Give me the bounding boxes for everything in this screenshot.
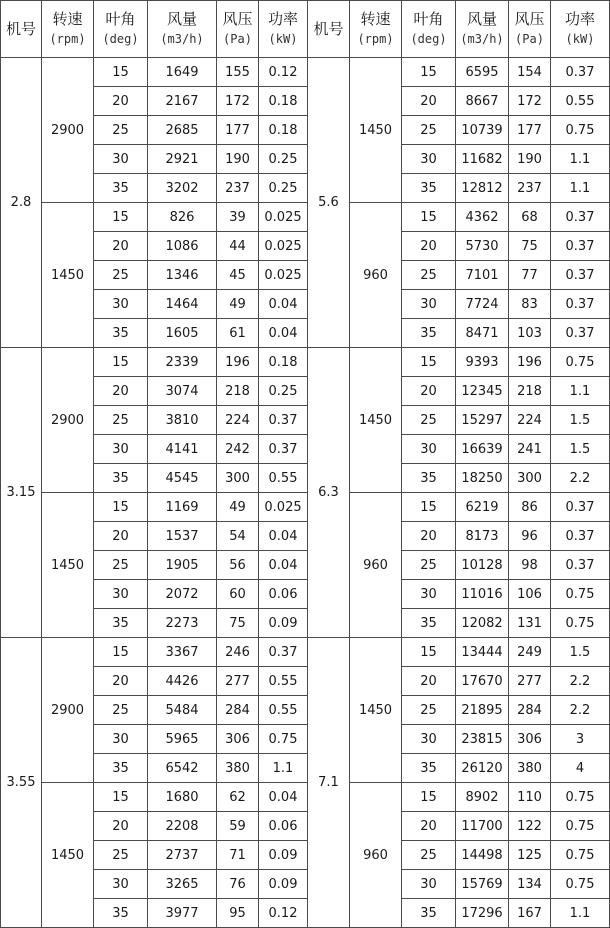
power-cell: 0.37 [551, 290, 610, 319]
angle-cell: 35 [402, 609, 456, 638]
flow-cell: 21895 [456, 696, 509, 725]
flow-cell: 12082 [456, 609, 509, 638]
power-cell: 0.37 [551, 551, 610, 580]
angle-cell: 30 [94, 145, 148, 174]
flow-cell: 12345 [456, 377, 509, 406]
power-cell: 1.1 [259, 754, 308, 783]
speed-cell: 1450 [350, 638, 402, 783]
pressure-cell: 154 [509, 58, 551, 87]
flow-cell: 8902 [456, 783, 509, 812]
angle-cell: 15 [94, 493, 148, 522]
flow-cell: 1605 [148, 319, 217, 348]
power-cell: 0.09 [259, 841, 308, 870]
flow-cell: 1649 [148, 58, 217, 87]
power-cell: 0.75 [551, 580, 610, 609]
power-cell: 1.5 [551, 406, 610, 435]
speed-cell: 960 [350, 493, 402, 638]
angle-cell: 25 [94, 841, 148, 870]
table-body [1, 58, 610, 928]
pressure-cell: 56 [217, 551, 259, 580]
flow-cell: 8471 [456, 319, 509, 348]
power-cell: 0.04 [259, 290, 308, 319]
pressure-cell: 237 [217, 174, 259, 203]
flow-cell: 1680 [148, 783, 217, 812]
model-cell: 3.55 [1, 638, 42, 928]
power-cell: 2.2 [551, 696, 610, 725]
angle-cell: 15 [94, 783, 148, 812]
flow-cell: 12812 [456, 174, 509, 203]
pressure-cell: 249 [509, 638, 551, 667]
speed-cell: 2900 [42, 348, 94, 493]
flow-cell: 10128 [456, 551, 509, 580]
power-cell: 0.25 [259, 174, 308, 203]
flow-cell: 3810 [148, 406, 217, 435]
angle-cell: 35 [402, 899, 456, 928]
pressure-cell: 218 [509, 377, 551, 406]
pressure-cell: 218 [217, 377, 259, 406]
power-cell: 0.37 [551, 203, 610, 232]
angle-cell: 15 [94, 203, 148, 232]
header-pressure: 风压 (Pa) [217, 1, 259, 58]
flow-cell: 23815 [456, 725, 509, 754]
header-model: 机号 [308, 1, 350, 58]
power-cell: 0.55 [259, 464, 308, 493]
power-cell: 0.37 [259, 638, 308, 667]
power-cell: 0.25 [259, 145, 308, 174]
pressure-cell: 49 [217, 290, 259, 319]
power-cell: 0.025 [259, 203, 308, 232]
flow-cell: 826 [148, 203, 217, 232]
power-cell: 0.18 [259, 87, 308, 116]
power-cell: 0.06 [259, 812, 308, 841]
power-cell: 0.04 [259, 783, 308, 812]
flow-cell: 11682 [456, 145, 509, 174]
speed-cell: 2900 [42, 638, 94, 783]
model-cell: 2.8 [1, 58, 42, 348]
pressure-cell: 224 [217, 406, 259, 435]
pressure-cell: 39 [217, 203, 259, 232]
header-angle: 叶角 (deg) [94, 1, 148, 58]
flow-cell: 1169 [148, 493, 217, 522]
speed-cell: 1450 [350, 58, 402, 203]
power-cell: 0.75 [551, 870, 610, 899]
flow-cell: 17670 [456, 667, 509, 696]
flow-cell: 6542 [148, 754, 217, 783]
power-cell: 0.06 [259, 580, 308, 609]
power-cell: 0.55 [259, 696, 308, 725]
angle-cell: 25 [94, 116, 148, 145]
table-row [1, 203, 610, 232]
flow-cell: 5965 [148, 725, 217, 754]
pressure-cell: 196 [509, 348, 551, 377]
pressure-cell: 60 [217, 580, 259, 609]
pressure-cell: 300 [217, 464, 259, 493]
header-power: 功率 (kW) [551, 1, 610, 58]
power-cell: 0.025 [259, 493, 308, 522]
pressure-cell: 196 [217, 348, 259, 377]
pressure-cell: 76 [217, 870, 259, 899]
power-cell: 0.37 [551, 493, 610, 522]
angle-cell: 15 [402, 348, 456, 377]
flow-cell: 17296 [456, 899, 509, 928]
table-row [1, 493, 610, 522]
pressure-cell: 155 [217, 58, 259, 87]
pressure-cell: 75 [509, 232, 551, 261]
pressure-cell: 190 [509, 145, 551, 174]
pressure-cell: 246 [217, 638, 259, 667]
header-flow: 风量 (m3/h) [148, 1, 217, 58]
pressure-cell: 125 [509, 841, 551, 870]
power-cell: 0.12 [259, 899, 308, 928]
pressure-cell: 277 [217, 667, 259, 696]
flow-cell: 7101 [456, 261, 509, 290]
pressure-cell: 96 [509, 522, 551, 551]
power-cell: 0.04 [259, 522, 308, 551]
angle-cell: 30 [94, 580, 148, 609]
angle-cell: 35 [402, 464, 456, 493]
flow-cell: 2167 [148, 87, 217, 116]
pressure-cell: 103 [509, 319, 551, 348]
speed-cell: 1450 [350, 348, 402, 493]
angle-cell: 35 [402, 319, 456, 348]
angle-cell: 15 [402, 493, 456, 522]
pressure-cell: 62 [217, 783, 259, 812]
angle-cell: 25 [402, 406, 456, 435]
angle-cell: 20 [402, 522, 456, 551]
pressure-cell: 54 [217, 522, 259, 551]
angle-cell: 35 [94, 174, 148, 203]
angle-cell: 20 [94, 87, 148, 116]
flow-cell: 1464 [148, 290, 217, 319]
pressure-cell: 122 [509, 812, 551, 841]
pressure-cell: 68 [509, 203, 551, 232]
flow-cell: 10739 [456, 116, 509, 145]
flow-cell: 4426 [148, 667, 217, 696]
pressure-cell: 190 [217, 145, 259, 174]
pressure-cell: 131 [509, 609, 551, 638]
angle-cell: 20 [402, 87, 456, 116]
pressure-cell: 106 [509, 580, 551, 609]
flow-cell: 1086 [148, 232, 217, 261]
flow-cell: 8173 [456, 522, 509, 551]
angle-cell: 25 [94, 551, 148, 580]
flow-cell: 16639 [456, 435, 509, 464]
flow-cell: 4141 [148, 435, 217, 464]
pressure-cell: 284 [217, 696, 259, 725]
power-cell: 0.75 [551, 116, 610, 145]
power-cell: 0.37 [551, 232, 610, 261]
angle-cell: 25 [402, 116, 456, 145]
power-cell: 0.75 [259, 725, 308, 754]
angle-cell: 25 [402, 696, 456, 725]
power-cell: 0.04 [259, 319, 308, 348]
angle-cell: 30 [94, 725, 148, 754]
angle-cell: 20 [94, 232, 148, 261]
angle-cell: 35 [402, 174, 456, 203]
pressure-cell: 277 [509, 667, 551, 696]
power-cell: 0.04 [259, 551, 308, 580]
flow-cell: 5484 [148, 696, 217, 725]
pressure-cell: 61 [217, 319, 259, 348]
power-cell: 0.37 [259, 406, 308, 435]
pressure-cell: 83 [509, 290, 551, 319]
speed-cell: 1450 [42, 493, 94, 638]
power-cell: 0.37 [551, 319, 610, 348]
angle-cell: 25 [94, 261, 148, 290]
header-speed: 转速 (rpm) [350, 1, 402, 58]
angle-cell: 20 [402, 667, 456, 696]
angle-cell: 25 [402, 551, 456, 580]
angle-cell: 35 [94, 464, 148, 493]
speed-cell: 960 [350, 203, 402, 348]
angle-cell: 25 [402, 261, 456, 290]
flow-cell: 8667 [456, 87, 509, 116]
power-cell: 0.18 [259, 116, 308, 145]
flow-cell: 14498 [456, 841, 509, 870]
angle-cell: 30 [402, 725, 456, 754]
header-flow: 风量 (m3/h) [456, 1, 509, 58]
model-cell: 6.3 [308, 348, 350, 638]
flow-cell: 26120 [456, 754, 509, 783]
flow-cell: 18250 [456, 464, 509, 493]
power-cell: 0.09 [259, 870, 308, 899]
angle-cell: 15 [402, 783, 456, 812]
angle-cell: 30 [402, 580, 456, 609]
angle-cell: 20 [402, 377, 456, 406]
header-model: 机号 [1, 1, 42, 58]
angle-cell: 25 [94, 696, 148, 725]
model-cell: 3.15 [1, 348, 42, 638]
power-cell: 1.1 [551, 174, 610, 203]
model-cell: 7.1 [308, 638, 350, 928]
pressure-cell: 306 [217, 725, 259, 754]
angle-cell: 30 [94, 870, 148, 899]
flow-cell: 3977 [148, 899, 217, 928]
header-pressure: 风压 (Pa) [509, 1, 551, 58]
pressure-cell: 49 [217, 493, 259, 522]
pressure-cell: 241 [509, 435, 551, 464]
power-cell: 0.55 [259, 667, 308, 696]
flow-cell: 2072 [148, 580, 217, 609]
power-cell: 1.1 [551, 899, 610, 928]
power-cell: 0.75 [551, 783, 610, 812]
power-cell: 0.55 [551, 87, 610, 116]
flow-cell: 2339 [148, 348, 217, 377]
power-cell: 3 [551, 725, 610, 754]
pressure-cell: 242 [217, 435, 259, 464]
header-angle: 叶角 (deg) [402, 1, 456, 58]
angle-cell: 15 [402, 58, 456, 87]
flow-cell: 11700 [456, 812, 509, 841]
flow-cell: 1537 [148, 522, 217, 551]
angle-cell: 35 [402, 754, 456, 783]
pressure-cell: 224 [509, 406, 551, 435]
pressure-cell: 380 [509, 754, 551, 783]
model-cell: 5.6 [308, 58, 350, 348]
flow-cell: 15297 [456, 406, 509, 435]
flow-cell: 2273 [148, 609, 217, 638]
pressure-cell: 75 [217, 609, 259, 638]
power-cell: 1.1 [551, 377, 610, 406]
angle-cell: 25 [402, 841, 456, 870]
angle-cell: 35 [94, 754, 148, 783]
power-cell: 2.2 [551, 667, 610, 696]
table-row [1, 58, 610, 87]
power-cell: 4 [551, 754, 610, 783]
power-cell: 0.025 [259, 232, 308, 261]
flow-cell: 4362 [456, 203, 509, 232]
flow-cell: 7724 [456, 290, 509, 319]
angle-cell: 15 [94, 58, 148, 87]
pressure-cell: 300 [509, 464, 551, 493]
power-cell: 0.37 [259, 435, 308, 464]
pressure-cell: 45 [217, 261, 259, 290]
angle-cell: 20 [94, 667, 148, 696]
angle-cell: 20 [94, 377, 148, 406]
flow-cell: 2737 [148, 841, 217, 870]
pressure-cell: 172 [509, 87, 551, 116]
power-cell: 0.75 [551, 812, 610, 841]
flow-cell: 2685 [148, 116, 217, 145]
angle-cell: 30 [402, 290, 456, 319]
pressure-cell: 237 [509, 174, 551, 203]
power-cell: 1.5 [551, 638, 610, 667]
power-cell: 0.12 [259, 58, 308, 87]
pressure-cell: 306 [509, 725, 551, 754]
table-header [1, 1, 610, 58]
angle-cell: 30 [402, 145, 456, 174]
flow-cell: 6595 [456, 58, 509, 87]
power-cell: 2.2 [551, 464, 610, 493]
power-cell: 0.75 [551, 348, 610, 377]
pressure-cell: 95 [217, 899, 259, 928]
pressure-cell: 167 [509, 899, 551, 928]
flow-cell: 11016 [456, 580, 509, 609]
power-cell: 0.25 [259, 377, 308, 406]
flow-cell: 3202 [148, 174, 217, 203]
pressure-cell: 71 [217, 841, 259, 870]
table-row [1, 348, 610, 377]
pressure-cell: 86 [509, 493, 551, 522]
pressure-cell: 77 [509, 261, 551, 290]
pressure-cell: 177 [509, 116, 551, 145]
pressure-cell: 380 [217, 754, 259, 783]
flow-cell: 2208 [148, 812, 217, 841]
angle-cell: 30 [94, 435, 148, 464]
angle-cell: 15 [94, 638, 148, 667]
table-row [1, 638, 610, 667]
angle-cell: 35 [94, 609, 148, 638]
flow-cell: 9393 [456, 348, 509, 377]
pressure-cell: 134 [509, 870, 551, 899]
speed-cell: 1450 [42, 783, 94, 928]
pressure-cell: 59 [217, 812, 259, 841]
header-speed: 转速 (rpm) [42, 1, 94, 58]
angle-cell: 25 [94, 406, 148, 435]
power-cell: 0.37 [551, 58, 610, 87]
pressure-cell: 284 [509, 696, 551, 725]
angle-cell: 15 [94, 348, 148, 377]
power-cell: 0.09 [259, 609, 308, 638]
pressure-cell: 177 [217, 116, 259, 145]
power-cell: 1.5 [551, 435, 610, 464]
header-power: 功率 (kW) [259, 1, 308, 58]
flow-cell: 3074 [148, 377, 217, 406]
angle-cell: 35 [94, 899, 148, 928]
speed-cell: 2900 [42, 58, 94, 203]
flow-cell: 6219 [456, 493, 509, 522]
angle-cell: 35 [94, 319, 148, 348]
angle-cell: 20 [94, 812, 148, 841]
speed-cell: 960 [350, 783, 402, 928]
power-cell: 0.75 [551, 609, 610, 638]
power-cell: 0.37 [551, 261, 610, 290]
angle-cell: 30 [402, 870, 456, 899]
flow-cell: 5730 [456, 232, 509, 261]
power-cell: 0.75 [551, 841, 610, 870]
table-row [1, 783, 610, 812]
flow-cell: 1346 [148, 261, 217, 290]
angle-cell: 15 [402, 203, 456, 232]
pressure-cell: 110 [509, 783, 551, 812]
angle-cell: 20 [94, 522, 148, 551]
power-cell: 0.37 [551, 522, 610, 551]
angle-cell: 15 [402, 638, 456, 667]
pressure-cell: 172 [217, 87, 259, 116]
flow-cell: 13444 [456, 638, 509, 667]
power-cell: 1.1 [551, 145, 610, 174]
power-cell: 0.18 [259, 348, 308, 377]
speed-cell: 1450 [42, 203, 94, 348]
angle-cell: 30 [94, 290, 148, 319]
flow-cell: 15769 [456, 870, 509, 899]
angle-cell: 20 [402, 232, 456, 261]
flow-cell: 1905 [148, 551, 217, 580]
flow-cell: 2921 [148, 145, 217, 174]
pressure-cell: 44 [217, 232, 259, 261]
angle-cell: 30 [402, 435, 456, 464]
angle-cell: 20 [402, 812, 456, 841]
flow-cell: 3367 [148, 638, 217, 667]
flow-cell: 3265 [148, 870, 217, 899]
power-cell: 0.025 [259, 261, 308, 290]
pressure-cell: 98 [509, 551, 551, 580]
flow-cell: 4545 [148, 464, 217, 493]
